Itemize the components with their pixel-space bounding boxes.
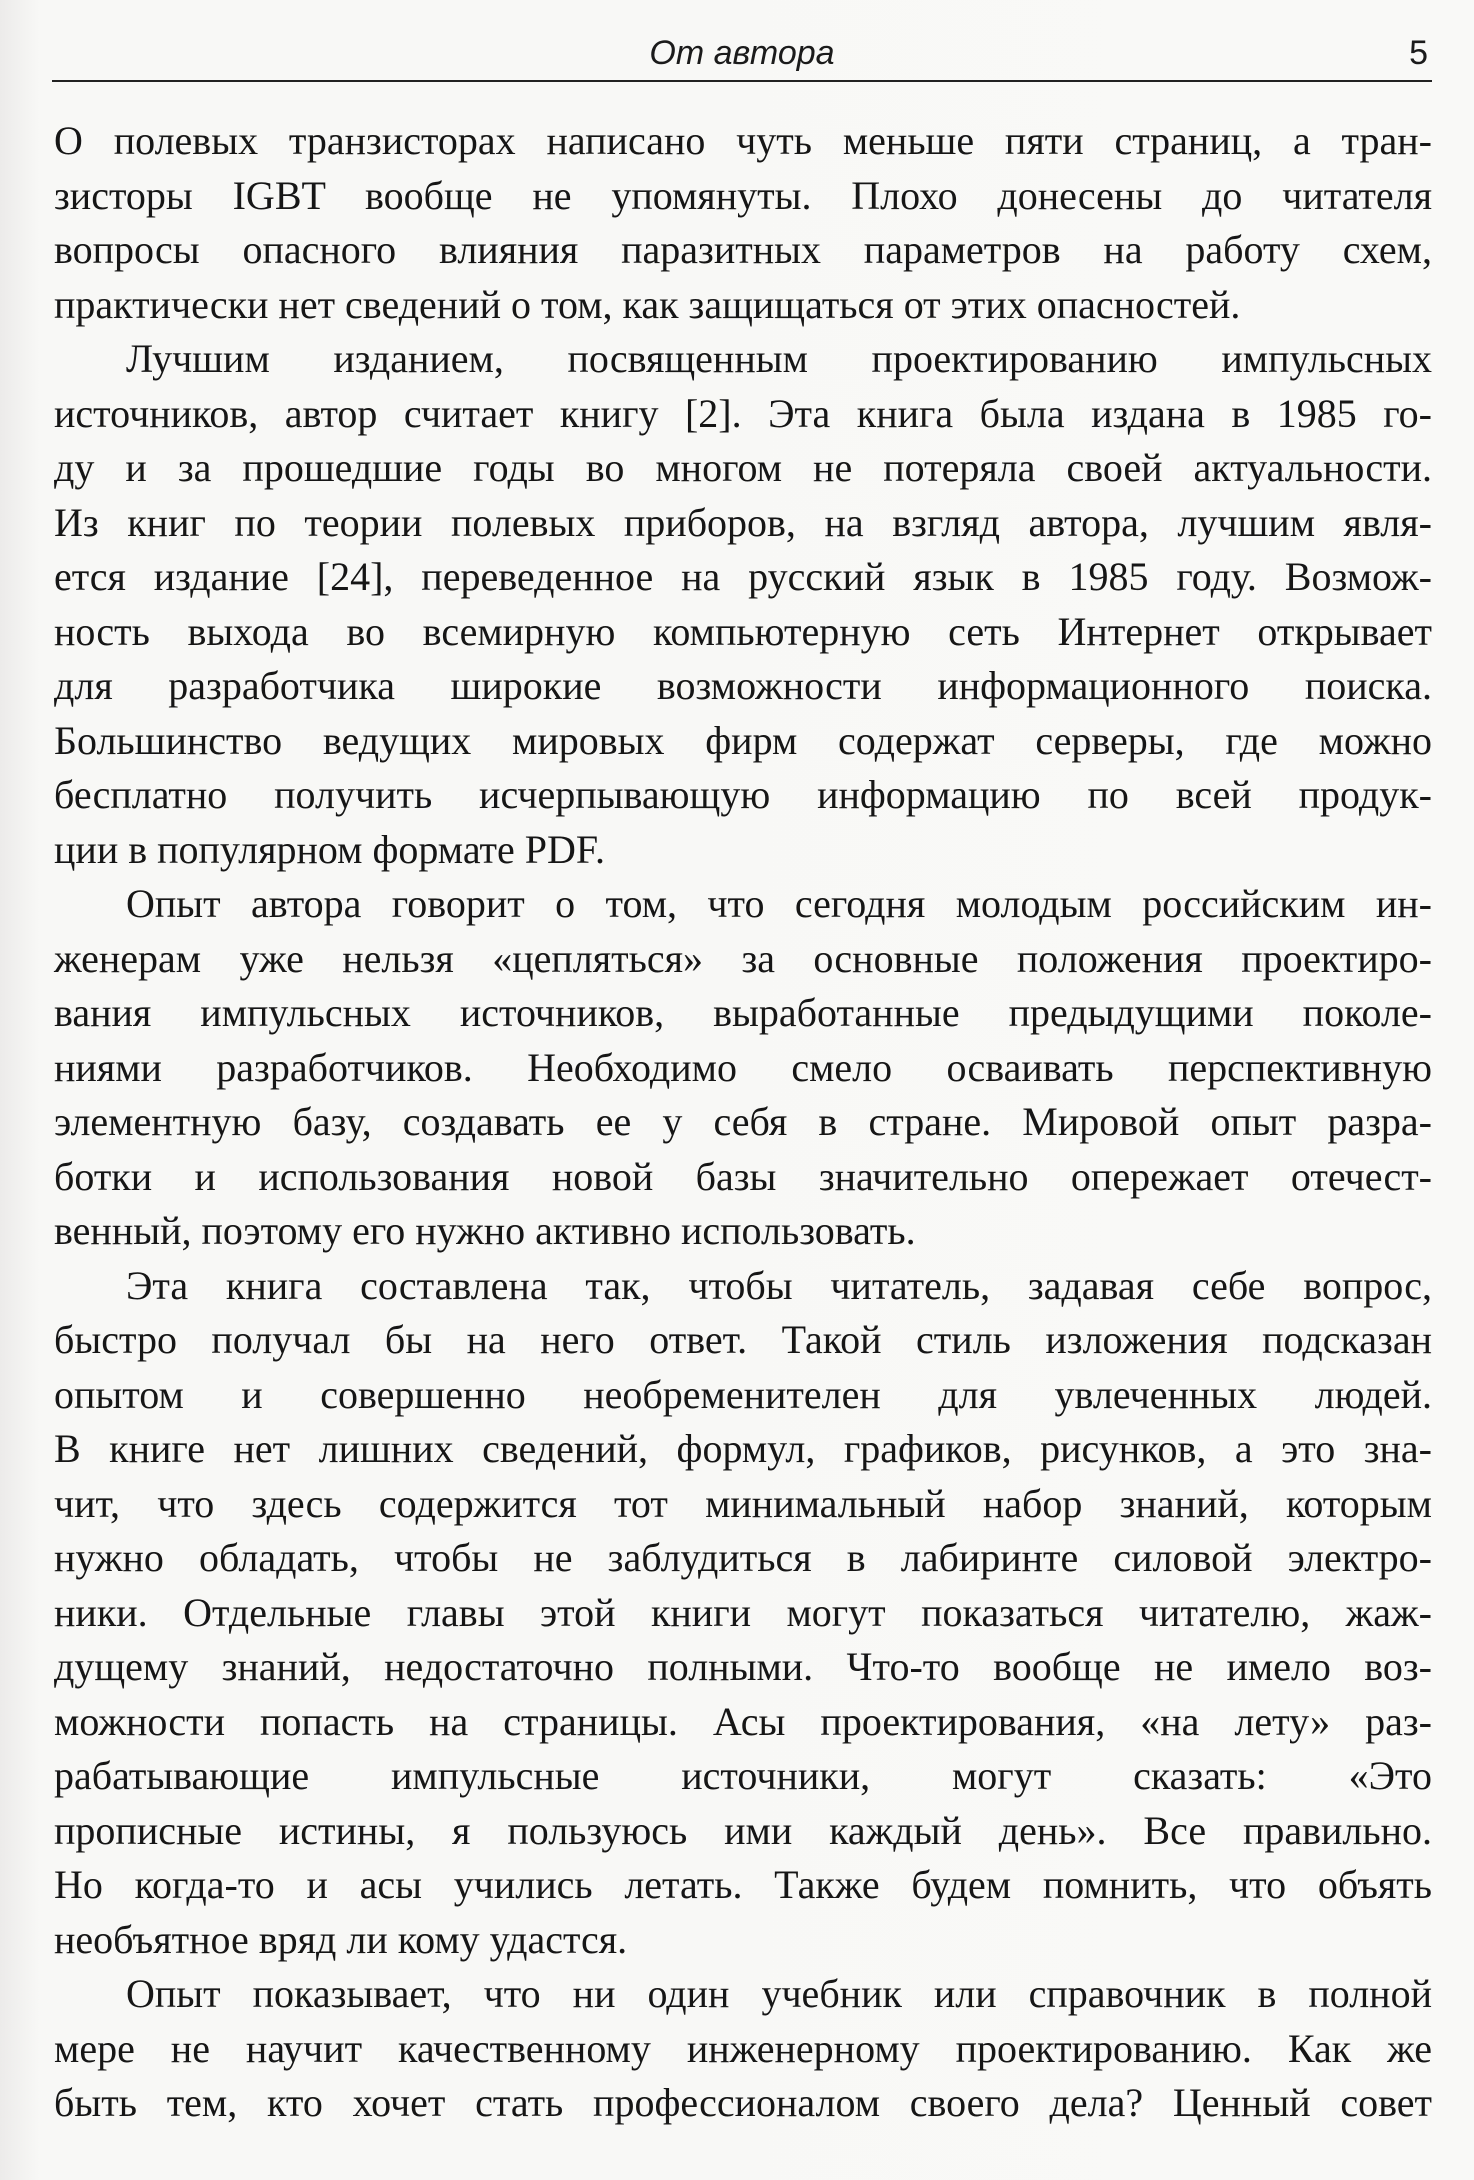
text-line: Но когда-то и асы учились летать. Также будем помнить, что объять xyxy=(54,1862,1432,1907)
text-line: Из книг по теории полевых приборов, на взгляд автора, лучшим явля- xyxy=(54,499,1432,545)
paragraph xyxy=(54,1259,1432,1968)
text-line: элементную базу, создавать ее у себя в стране. Мировой опыт разра- xyxy=(54,1099,1432,1144)
text-line: Эта книга составлена так, чтобы читатель, задавая себе вопрос, xyxy=(126,1262,1432,1308)
text-line: для разработчика широкие возможности информационного поиска. xyxy=(54,663,1432,708)
text-line: ность выхода во всемирную компьютерную сеть Интернет открывает xyxy=(54,608,1432,654)
text-line: необъятное вряд ли кому удастся. xyxy=(54,1916,628,1962)
text-line: нужно обладать, чтобы не заблудиться в лабиринте силовой электро- xyxy=(54,1535,1432,1580)
text-line: В книге нет лишних сведений, формул, графиков, рисунков, а это зна- xyxy=(54,1426,1432,1471)
text-line: венный, поэтому его нужно активно использовать. xyxy=(54,1208,916,1253)
text-line: Лучшим изданием, посвященным проектированию импульсных xyxy=(126,336,1432,381)
text-line: женерам уже нельзя «цепляться» за основные положения проектиро- xyxy=(54,935,1432,981)
text-line: источников, автор считает книгу [2]. Эта книга была издана в 1985 го- xyxy=(54,390,1432,436)
text-line: быстро получал бы на него ответ. Такой стиль изложения подсказан xyxy=(54,1317,1432,1362)
text-line: Опыт автора говорит о том, что сегодня молодым российским ин- xyxy=(126,881,1432,926)
paragraph xyxy=(54,877,1432,1259)
text-line: ется издание [24], переведенное на русский язык в 1985 году. Возмож- xyxy=(54,554,1432,599)
paragraph xyxy=(54,1967,1432,2131)
text-line: вопросы опасного влияния паразитных параметров на работу схем, xyxy=(54,227,1432,272)
text-line: прописные истины, я пользуюсь ими каждый день». Все правильно. xyxy=(54,1807,1432,1853)
text-line: ду и за прошедшие годы во многом не потеряла своей актуальности. xyxy=(54,445,1432,490)
text-line: зисторы IGBT вообще не упомянуты. Плохо донесены до читателя xyxy=(54,172,1432,218)
text-line: быть тем, кто хочет стать профессионалом своего дела? Ценный совет xyxy=(54,2080,1432,2125)
paragraph xyxy=(54,114,1432,332)
text-line: можности попасть на страницы. Асы проектирования, «на лету» раз- xyxy=(54,1698,1432,1744)
text-line: чит, что здесь содержится тот минимальный набор знаний, которым xyxy=(54,1480,1432,1526)
text-line: вания импульсных источников, выработанные предыдущими поколе- xyxy=(54,990,1432,1035)
text-line: практически нет сведений о том, как защищаться от этих опасностей. xyxy=(54,281,1241,327)
text-line: мере не научит качественному инженерному проектированию. Как же xyxy=(54,2025,1432,2071)
running-header xyxy=(52,30,1432,82)
text-line: О полевых транзисторах написано чуть меньше пяти страниц, а тран- xyxy=(54,118,1432,163)
paragraph xyxy=(54,332,1432,877)
text-line: ботки и использования новой базы значительно опережает отечест- xyxy=(54,1153,1432,1199)
text-line: Опыт показывает, что ни один учебник или справочник в полной xyxy=(126,1971,1432,2016)
text-line: рабатывающие импульсные источники, могут сказать: «Это xyxy=(54,1753,1432,1798)
page-number: 5 xyxy=(1409,34,1428,72)
body-text xyxy=(54,114,1432,2131)
text-line: ции в популярном формате PDF. xyxy=(54,826,605,872)
text-line: ники. Отдельные главы этой книги могут показаться читателю, жаж- xyxy=(54,1589,1432,1635)
text-line: опытом и совершенно необременителен для увлеченных людей. xyxy=(54,1371,1432,1417)
text-line: Большинство ведущих мировых фирм содержат серверы, где можно xyxy=(54,717,1432,763)
text-line: ниями разработчиков. Необходимо смело осваивать перспективную xyxy=(54,1044,1432,1090)
running-header-title: От автора xyxy=(649,34,835,72)
text-line: бесплатно получить исчерпывающую информацию по всей продук- xyxy=(54,772,1432,817)
text-line: дущему знаний, недостаточно полными. Что-то вообще не имело воз- xyxy=(54,1644,1432,1689)
